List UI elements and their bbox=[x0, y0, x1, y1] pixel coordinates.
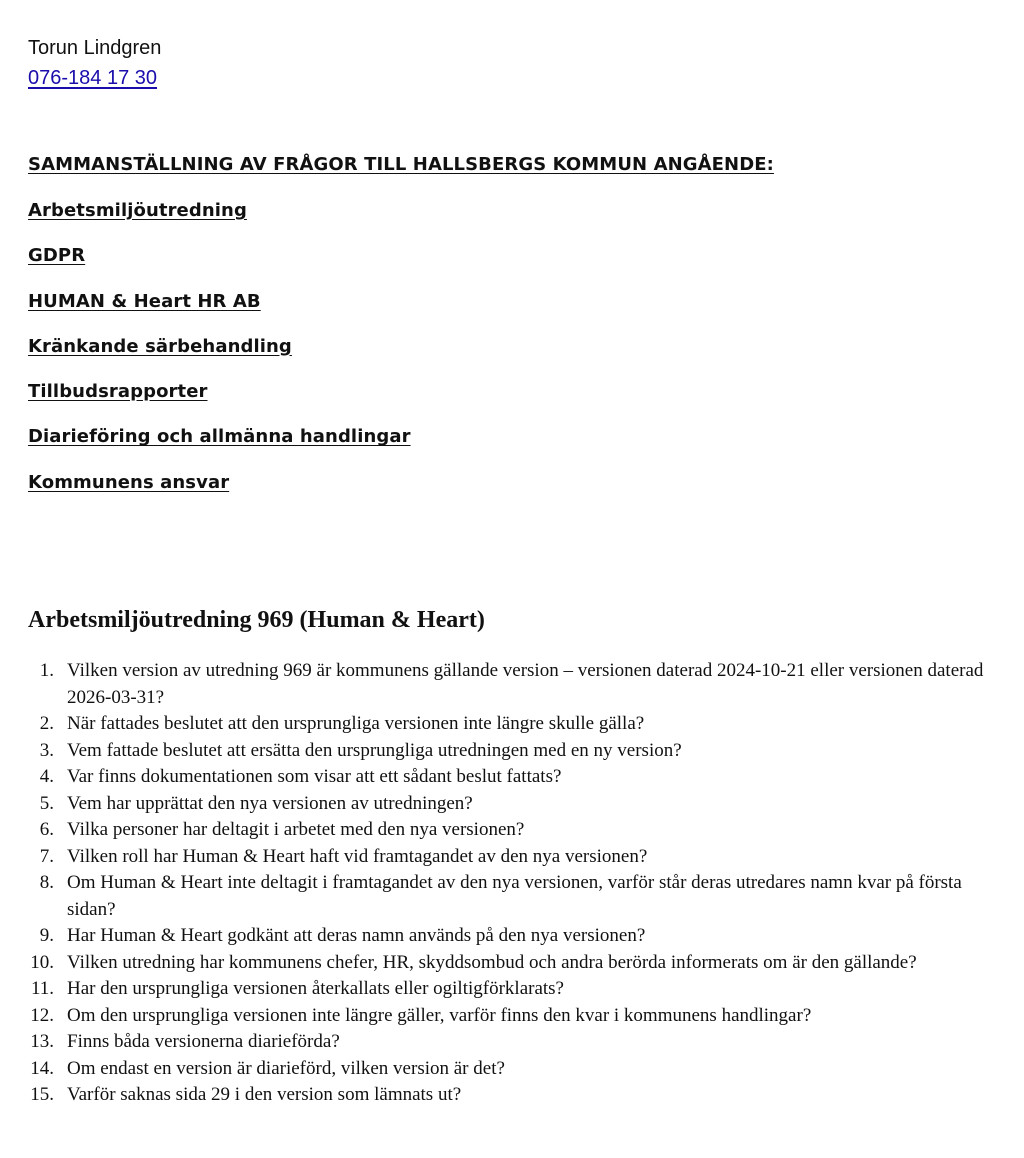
question-text: Vilken roll har Human & Heart haft vid framtagandet av den nya versionen? bbox=[67, 845, 648, 867]
question-list bbox=[0, 658, 1010, 1109]
phone-link[interactable]: 076-184 17 30 bbox=[28, 67, 158, 89]
question-number: 3. bbox=[39, 739, 54, 761]
toc-link-gdpr[interactable]: GDPR bbox=[28, 245, 86, 267]
question-number: 8. bbox=[39, 872, 54, 893]
question-number: 4. bbox=[39, 766, 54, 787]
question-text: Om Human & Heart inte deltagit i framtagandet av den nya versionen, varför står deras utredares namn kvar på första sidan? bbox=[67, 872, 962, 920]
question-number: 14. bbox=[30, 1057, 54, 1079]
question-number: 2. bbox=[39, 713, 54, 734]
question-item bbox=[0, 1029, 1010, 1056]
toc-link-arbetsmiljoutredning[interactable]: Arbetsmiljöutredning bbox=[28, 200, 247, 221]
question-text: Vilka personer har deltagit i arbetet med den nya versionen? bbox=[67, 819, 525, 840]
question-item bbox=[0, 711, 1010, 738]
question-text: Har Human & Heart godkänt att deras namn används på den nya versionen? bbox=[67, 925, 646, 946]
question-number: 12. bbox=[30, 1004, 54, 1026]
question-item bbox=[0, 817, 1010, 844]
question-number: 11. bbox=[30, 978, 54, 999]
toc-link-diarieforing[interactable]: Diarieföring och allmänna handlingar bbox=[28, 426, 411, 448]
question-number: 5. bbox=[39, 792, 54, 814]
question-number: 15. bbox=[30, 1084, 54, 1105]
table-of-contents bbox=[28, 150, 774, 513]
contact-name: Torun Lindgren bbox=[28, 37, 162, 59]
question-item bbox=[0, 738, 1010, 765]
question-item bbox=[0, 870, 1010, 923]
question-number: 1. bbox=[39, 660, 54, 681]
section-title: Arbetsmiljöutredning 969 (Human & Heart) bbox=[28, 607, 485, 633]
question-item bbox=[0, 1082, 1010, 1109]
question-item bbox=[0, 791, 1010, 818]
toc-link-human-heart[interactable]: HUMAN & Heart HR AB bbox=[28, 290, 261, 312]
question-text: Var finns dokumentationen som visar att ett sådant beslut fattats? bbox=[67, 766, 562, 787]
question-text: Har den ursprungliga versionen återkallats eller ogiltigförklarats? bbox=[67, 978, 564, 999]
question-text: Vem fattade beslutet att ersätta den ursprungliga utredningen med en ny version? bbox=[67, 739, 682, 761]
question-item bbox=[0, 764, 1010, 791]
contact-block bbox=[28, 33, 161, 93]
question-text: Vilken utredning har kommunens chefer, HR, skyddsombud och andra berörda informerats om är den gällande? bbox=[67, 951, 917, 973]
question-number: 10. bbox=[30, 951, 54, 973]
question-text: Varför saknas sida 29 i den version som lämnats ut? bbox=[67, 1084, 462, 1105]
question-text: Om den ursprungliga versionen inte längre gäller, varför finns den kvar i kommunens handlingar? bbox=[67, 1004, 812, 1026]
question-item bbox=[0, 844, 1010, 871]
question-text: Vilken version av utredning 969 är kommunens gällande version – versionen daterad 2024-10-21 eller versionen daterad 2026-03-31? bbox=[67, 660, 984, 708]
question-number: 9. bbox=[39, 925, 54, 946]
question-number: 7. bbox=[39, 845, 54, 867]
question-item bbox=[0, 976, 1010, 1003]
question-number: 6. bbox=[39, 819, 54, 840]
question-text: När fattades beslutet att den ursprungliga versionen inte längre skulle gälla? bbox=[67, 713, 645, 734]
question-text: Vem har upprättat den nya versionen av utredningen? bbox=[67, 792, 473, 814]
question-text: Finns båda versionerna diarieförda? bbox=[67, 1031, 340, 1052]
toc-link-krankande-sarbehandling[interactable]: Kränkande särbehandling bbox=[28, 335, 292, 357]
toc-heading: SAMMANSTÄLLNING AV FRÅGOR TILL HALLSBERGS KOMMUN ANGÅENDE: bbox=[28, 154, 774, 175]
question-item bbox=[0, 1056, 1010, 1083]
question-item bbox=[0, 950, 1010, 977]
question-item bbox=[0, 658, 1010, 711]
question-number: 13. bbox=[30, 1031, 54, 1052]
question-item bbox=[0, 1003, 1010, 1030]
question-text: Om endast en version är diarieförd, vilken version är det? bbox=[67, 1057, 505, 1079]
question-item bbox=[0, 923, 1010, 950]
toc-link-kommunens-ansvar[interactable]: Kommunens ansvar bbox=[28, 471, 230, 493]
toc-link-tillbudsrapporter[interactable]: Tillbudsrapporter bbox=[28, 381, 208, 403]
